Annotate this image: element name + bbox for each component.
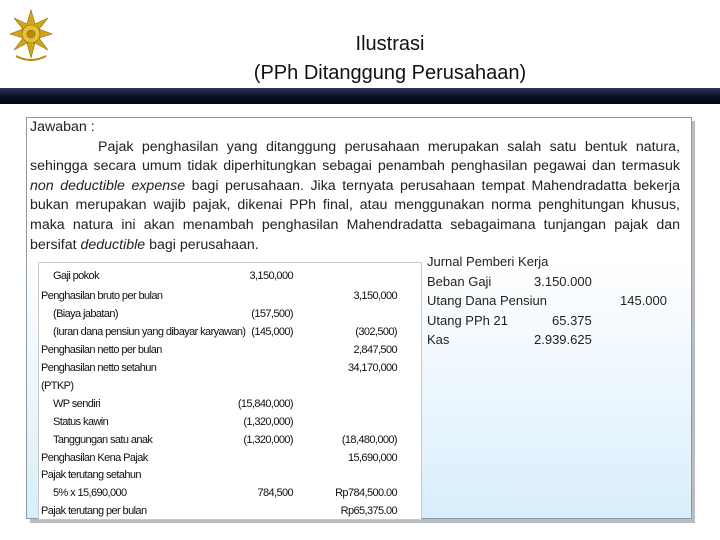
calc-row-total: 15,690,000: [347, 452, 397, 464]
journal-account: Beban Gaji: [427, 273, 492, 289]
calc-row: [39, 267, 421, 287]
calc-row-total: Rp65,375.00: [340, 505, 397, 517]
calc-row-amount: 3,150,000: [249, 270, 293, 282]
calc-row-label: Penghasilan netto setahun: [41, 362, 157, 374]
journal-line: [427, 330, 697, 350]
answer-italic-term-2: deductible: [80, 236, 146, 253]
journal-line: [427, 291, 697, 311]
calc-row-amount: (145,000): [251, 326, 293, 338]
calc-row-label: Penghasilan netto per bulan: [41, 344, 162, 356]
calc-row-label: Status kawin: [53, 416, 109, 428]
university-emblem-logo: [4, 4, 58, 66]
calc-row-label: Pajak terutang per bulan: [41, 505, 147, 517]
calc-row: [39, 413, 421, 433]
calc-row-amount: (1,320,000): [243, 416, 293, 428]
calc-row: [39, 377, 421, 397]
page-title: [60, 30, 720, 88]
calc-row: [39, 466, 421, 486]
calc-row: [39, 341, 421, 361]
calc-row-amount: (157,500): [251, 308, 293, 320]
calc-row-label: Gaji pokok: [53, 270, 99, 282]
calc-row: [39, 484, 421, 504]
tax-calculation-table: [38, 262, 422, 520]
calc-row: [39, 323, 421, 343]
calc-row-amount: (15,840,000): [237, 398, 293, 410]
calc-row-total: 3,150,000: [353, 290, 397, 302]
calc-row-label: (Biaya jabatan): [53, 308, 118, 320]
calc-row: [39, 359, 421, 379]
calc-row-label: (PTKP): [41, 380, 74, 392]
calc-row: [39, 287, 421, 307]
calc-row-amount: (1,320,000): [243, 434, 293, 446]
calc-row-total: 34,170,000: [347, 362, 397, 374]
calc-row-amount: 784,500: [257, 487, 293, 499]
calc-row-label: Pajak terutang setahun: [41, 469, 141, 481]
journal-credit: 145.000: [620, 293, 667, 308]
calc-row-label: (Iuran dana pensiun yang dibayar karyawan): [53, 326, 246, 338]
calc-row: [39, 305, 421, 325]
answer-label: Jawaban :: [30, 119, 95, 135]
answer-text: [30, 118, 680, 255]
journal-debit: 3.150.000: [534, 273, 592, 289]
calc-row-label: Penghasilan bruto per bulan: [41, 290, 163, 302]
calc-row-label: Tanggungan satu anak: [53, 434, 153, 446]
calc-row: [39, 502, 421, 522]
calc-row-total: 2,847,500: [353, 344, 397, 356]
journal-line: [427, 311, 697, 331]
calc-row-total: Rp784,500.00: [335, 487, 397, 499]
journal-account: Utang PPh 21: [427, 312, 508, 328]
journal-debit: 65.375: [552, 312, 592, 328]
answer-part-3: bagi perusahaan.: [145, 236, 259, 253]
header-divider-band: [0, 88, 720, 104]
calc-row: [39, 395, 421, 415]
journal-line: [427, 272, 697, 292]
calc-row-total: (302,500): [355, 326, 397, 338]
calc-row-label: 5% x 15,690,000: [53, 487, 127, 499]
journal-debit: 2.939.625: [534, 332, 592, 347]
journal-account: Kas: [427, 332, 450, 347]
calc-row-label: Penghasilan Kena Pajak: [41, 452, 148, 464]
employer-journal: [427, 252, 697, 350]
title-line-1: Ilustrasi: [355, 33, 425, 55]
answer-part-1: Pajak penghasilan yang ditanggung perusahaan merupakan salah satu bentuk natura, sehingga secara umum tidak diperhitungkan sebagai penambah penghasilan pegawai dan termasuk: [30, 138, 680, 175]
calc-row-label: WP sendiri: [53, 398, 100, 410]
calc-row: [39, 431, 421, 451]
journal-account: Utang Dana Pensiun: [427, 293, 547, 308]
answer-italic-term-1: non deductible expense: [30, 177, 186, 194]
calc-row-total: (18,480,000): [341, 434, 397, 446]
journal-title: Jurnal Pemberi Kerja: [427, 254, 549, 269]
title-line-2: (PPh Ditanggung Perusahaan): [253, 62, 527, 84]
answer-part-2: bagi perusahaan. Jika ternyata perusahaan tempat Mahendradatta bekerja bukan merupakan wajib pajak, dikenai PPh final, atau menggunakan norma penghitungan khusus, maka natura ini akan menambah penghasilan Mahendradatta sebagaimana tunjangan pajak dan bersifat: [30, 177, 680, 253]
